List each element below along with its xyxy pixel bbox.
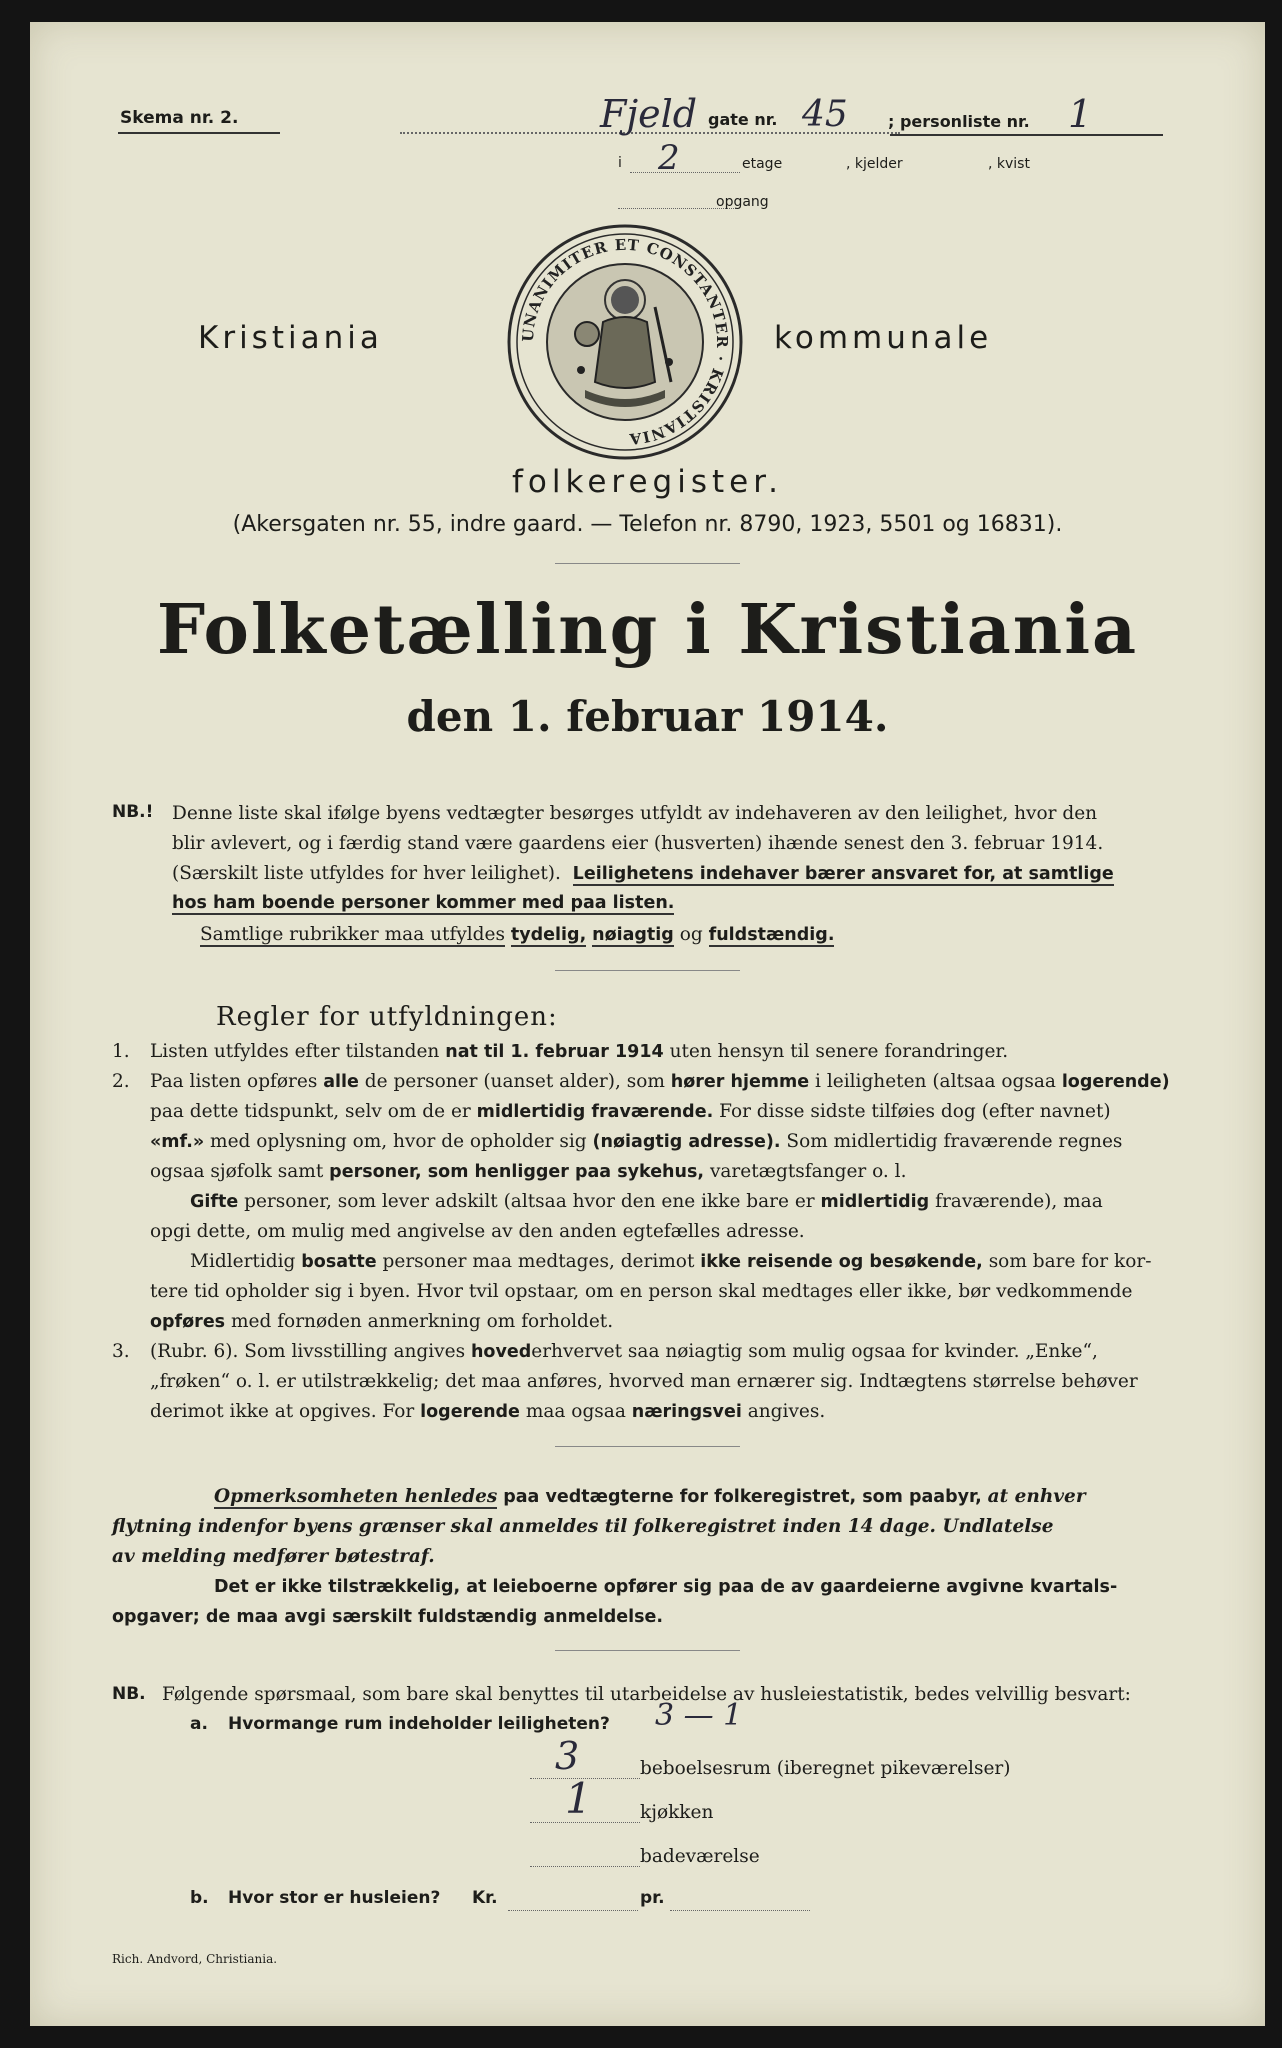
rooms-label: beboelsesrum (iberegnet pikeværelser) [640, 1758, 1011, 1779]
rule-3-line-2: „frøken“ o. l. er utilstrækkelig; det maa anføres, hvorved man ernærer sig. Indtægtens størrelse behøver [150, 1371, 1138, 1392]
question-b-text: Hvor stor er husleien? [228, 1888, 441, 1908]
rule-2-line-1: Paa listen opføres alle de personer (uanset alder), som hører hjemme i leiligheten (altsaa ogsaa logerende) [150, 1071, 1170, 1092]
question-b-kr: Kr. [472, 1888, 498, 1908]
opgang-label: opgang [716, 194, 769, 210]
printer-imprint: Rich. Andvord, Christiania. [112, 1952, 278, 1966]
nb-line-5: Samtlige rubrikker maa utfyldes tydelig, nøiagtig og fuldstændig. [200, 924, 835, 945]
nb-line-1: Denne liste skal ifølge byens vedtægter besørges utfyldt av indehaveren av den leilighet, hvor den [172, 803, 1098, 824]
question-b-pr: pr. [640, 1888, 665, 1908]
rule-3-line-3: derimot ikke at opgives. For logerende maa ogsaa næringsvei angives. [150, 1401, 826, 1422]
office-name: folkeregister. [512, 464, 783, 500]
rule-3-line-1: (Rubr. 6). Som livsstilling angives hovederhvervet saa nøiagtig som mulig ogsaa for kvinder. „Enke“, [150, 1341, 1098, 1362]
rule-2-line-7: Midlertidig bosatte personer maa medtages, derimot ikke reisende og besøkende, som bare for kor- [190, 1251, 1152, 1272]
etage-handwritten: 2 [658, 138, 680, 178]
questions-nb-label: NB. [112, 1684, 146, 1704]
rule-2-line-4: ogsaa sjøfolk samt personer, som henligger paa sykehus, varetægtsfanger o. l. [150, 1161, 907, 1182]
kristiania-seal [505, 222, 745, 462]
rule-2-line-5: Gifte personer, som lever adskilt (altsaa hvor den ene ikke bare er midlertidig fraværende), maa [190, 1191, 1103, 1212]
rule-2-number: 2. [112, 1071, 130, 1092]
bathroom-label: badeværelse [640, 1846, 760, 1867]
rooms-answer: 3 [555, 1734, 580, 1778]
office-right-word: kommunale [774, 320, 993, 356]
kjelder-label: , kjelder [846, 156, 903, 172]
rule-3-number: 3. [112, 1341, 130, 1362]
nb-label: NB.! [112, 802, 154, 822]
office-address: (Akersgaten nr. 55, indre gaard. — Telefon nr. 8790, 1923, 5501 og 16831). [232, 512, 1063, 537]
rule-2-line-9: opføres med fornøden anmerkning om forholdet. [150, 1311, 614, 1332]
i-label: i [618, 155, 622, 171]
notice-line-5: opgaver; de maa avgi særskilt fuldstændig anmeldelse. [112, 1607, 664, 1627]
skema-number: Skema nr. 2. [120, 108, 239, 128]
question-a-answer: 3 — 1 [655, 1698, 743, 1733]
question-a-label: a. [190, 1714, 208, 1734]
rule-1-number: 1. [112, 1041, 130, 1062]
notice-line-4: Det er ikke tilstrækkelig, at leieboerne opfører sig paa de av gaardeierne avgivne kvartals- [214, 1577, 1118, 1597]
rules-heading: Regler for utfyldningen: [216, 1002, 558, 1032]
question-a-text: Hvormange rum indeholder leiligheten? [228, 1714, 610, 1734]
office-left-word: Kristiania [198, 320, 383, 356]
questions-intro: Følgende spørsmaal, som bare skal benyttes til utarbeidelse av husleiestatistik, bedes velvillig besvart: [162, 1684, 1131, 1705]
kvist-label: , kvist [988, 156, 1030, 172]
notice-line-3: av melding medfører bøtestraf. [112, 1546, 435, 1567]
personliste-label: ; personliste nr. [888, 112, 1030, 131]
notice-line-2: flytning indenfor byens grænser skal anmeldes til folkeregistret inden 14 dage. Undlatelse [112, 1516, 1054, 1537]
gate-label: gate nr. [708, 110, 778, 129]
rule-2-line-3: «mf.» med oplysning om, hvor de opholder sig (nøiagtig adresse). Som midlertidig fraværende regnes [150, 1131, 1123, 1152]
page-title: Folketælling i Kristiania [156, 590, 1139, 670]
census-date: den 1. februar 1914. [406, 692, 889, 741]
rule-1-text: Listen utfyldes efter tilstanden nat til 1. februar 1914 uten hensyn til senere forandringer. [150, 1041, 1009, 1062]
kitchen-label: kjøkken [640, 1802, 714, 1823]
svg-text:UNANIMITER ET CONSTANTER · KRI: UNANIMITER ET CONSTANTER · KRISTIANIA [518, 235, 732, 449]
census-form-page [30, 22, 1265, 2026]
question-b-label: b. [190, 1888, 209, 1908]
gate-number-handwritten: 45 [802, 94, 848, 135]
nb-line-3: (Særskilt liste utfyldes for hver leilighet). Leilighetens indehaver bærer ansvaret for, at samtlige [172, 863, 1114, 884]
kitchen-answer: 1 [565, 1774, 592, 1823]
rule-2-line-2: paa dette tidspunkt, selv om de er midlertidig fraværende. For disse sidste tilføies dog (efter navnet) [150, 1101, 1111, 1122]
notice-line-1: Opmerksomheten henledes paa vedtægterne for folkeregistret, som paabyr, at enhver [214, 1486, 1086, 1507]
rule-2-line-6: opgi dette, om mulig med angivelse av den anden egtefælles adresse. [150, 1221, 805, 1242]
street-name-handwritten: Fjeld [600, 92, 698, 136]
etage-label: etage [742, 156, 783, 172]
rule-2-line-8: tere tid opholder sig i byen. Hvor tvil opstaar, om en person skal medtages eller ikke, bør vedkommende [150, 1281, 1133, 1302]
nb-line-2: blir avlevert, og i færdig stand være gaardens eier (husverten) ihænde senest den 3. februar 1914. [172, 833, 1104, 854]
nb-line-4: hos ham boende personer kommer med paa listen. [172, 893, 675, 913]
personliste-number-handwritten: 1 [1068, 92, 1093, 136]
